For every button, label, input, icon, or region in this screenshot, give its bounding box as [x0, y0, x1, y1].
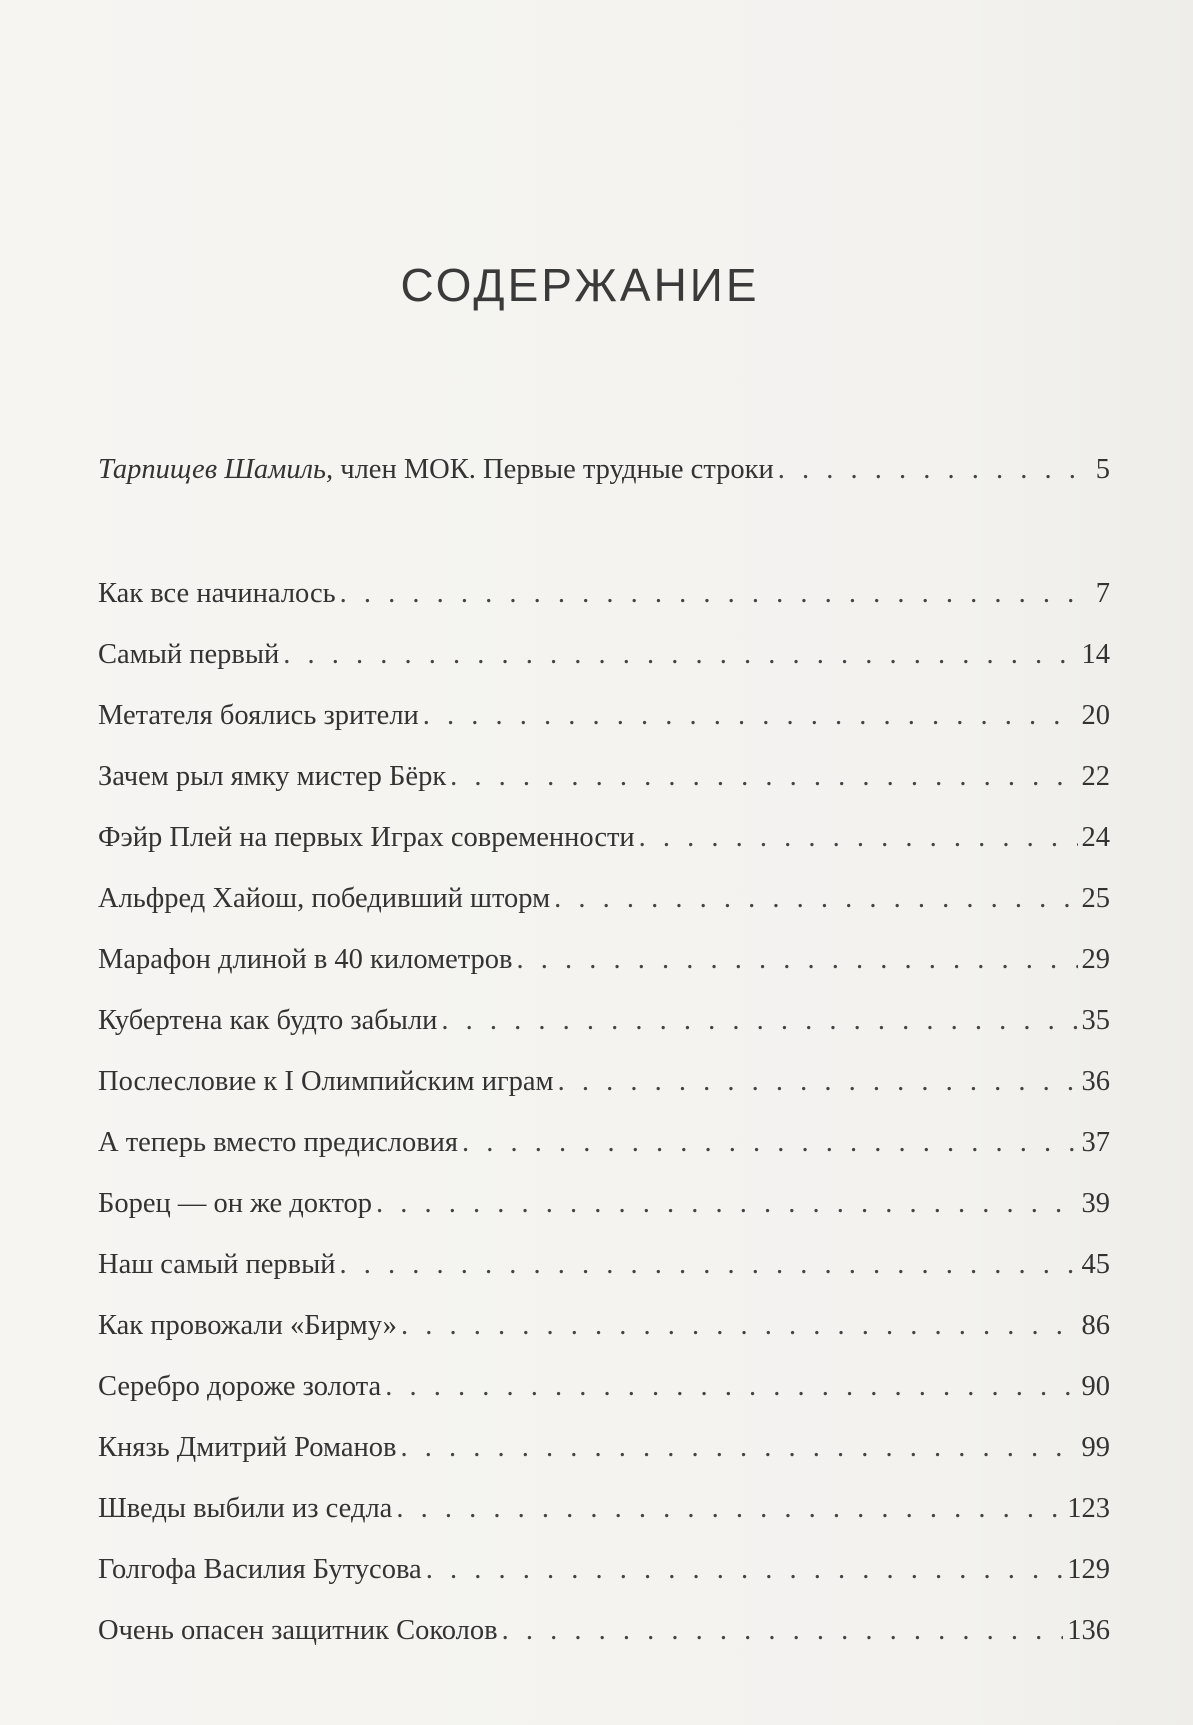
- toc-entry-text: Самый первый: [98, 639, 280, 670]
- toc-leader-dots: [554, 881, 1077, 917]
- toc-entry-text: Наш самый первый: [98, 1249, 336, 1280]
- toc-page-number: 86: [1081, 1310, 1110, 1341]
- toc-entry-row: [98, 1369, 1110, 1405]
- toc-entry-text: Голгофа Василия Бутусова: [98, 1554, 422, 1585]
- toc-foreword-title: член МОК. Первые трудные строки: [333, 454, 774, 485]
- toc-entry-text: Марафон длиной в 40 километров: [98, 944, 513, 975]
- toc-leader-dots: [400, 1430, 1077, 1466]
- toc-entry-text: Очень опасен защитник Соколов: [98, 1615, 498, 1646]
- toc-entry-row: [98, 881, 1110, 917]
- toc-leader-dots: [340, 576, 1092, 612]
- toc-entry-row: [98, 1186, 1110, 1222]
- toc-entry-row: [98, 1125, 1110, 1161]
- toc-leader-dots: [778, 452, 1092, 488]
- toc-page-number: 136: [1067, 1615, 1110, 1646]
- toc-entry-row: [98, 1003, 1110, 1039]
- toc-page-number: 35: [1081, 1005, 1110, 1036]
- toc-page-number: 5: [1095, 454, 1110, 485]
- toc-entry-text: Фэйр Плей на первых Играх современности: [98, 822, 635, 853]
- toc-leader-dots: [450, 759, 1077, 795]
- page-title: СОДЕРЖАНИЕ: [400, 259, 760, 311]
- toc-entry-text: А теперь вместо предисловия: [98, 1127, 459, 1158]
- toc-entry-row: [98, 759, 1110, 795]
- toc-page-number: 7: [1095, 578, 1110, 609]
- toc-entry-text: Зачем рыл ямку мистер Бёрк: [98, 761, 447, 792]
- toc-entry-text: Как все начиналось: [98, 578, 336, 609]
- toc-page-number: 25: [1081, 883, 1110, 914]
- toc-foreword-author: Тарпищев Шамиль,: [98, 454, 334, 485]
- toc-entry-text: Князь Дмитрий Романов: [98, 1432, 397, 1463]
- toc-leader-dots: [423, 698, 1078, 734]
- toc-entry-row: [98, 1247, 1110, 1283]
- toc-leader-dots: [283, 637, 1077, 673]
- toc-page-number: 37: [1081, 1127, 1110, 1158]
- toc-entry-row: [98, 1430, 1110, 1466]
- toc-entry-row: [98, 637, 1110, 673]
- toc-entry-row: [98, 1613, 1110, 1649]
- toc-leader-dots: [401, 1308, 1078, 1344]
- toc-leader-dots: [639, 820, 1078, 856]
- toc-entry-row: [98, 576, 1110, 612]
- toc-leader-dots: [385, 1369, 1077, 1405]
- toc-entry-text: Альфред Хайош, победивший шторм: [98, 883, 551, 914]
- toc-leader-dots: [462, 1125, 1077, 1161]
- toc-entry-row: [98, 1491, 1110, 1527]
- toc-entry-row: [98, 1064, 1110, 1100]
- toc-page-number: 129: [1067, 1554, 1110, 1585]
- toc-leader-dots: [396, 1491, 1063, 1527]
- toc-entry-row: [98, 1552, 1110, 1588]
- toc-page-number: 90: [1081, 1371, 1110, 1402]
- toc-page-number: 39: [1081, 1188, 1110, 1219]
- toc-foreword-row: [98, 452, 1110, 488]
- toc-entry-text: [98, 452, 778, 488]
- toc-entry-text: Шведы выбили из седла: [98, 1493, 393, 1524]
- toc-leader-dots: [426, 1552, 1064, 1588]
- toc-entry-text: Метателя боялись зрители: [98, 700, 419, 731]
- toc-page-number: 14: [1081, 639, 1110, 670]
- toc-page-number: 123: [1067, 1493, 1110, 1524]
- toc-page-number: 24: [1081, 822, 1110, 853]
- toc-entry-row: [98, 820, 1110, 856]
- toc-entry-row: [98, 942, 1110, 978]
- toc-page-number: 29: [1081, 944, 1110, 975]
- toc-page-number: 99: [1081, 1432, 1110, 1463]
- toc-entry-row: [98, 698, 1110, 734]
- toc-leader-dots: [340, 1247, 1078, 1283]
- toc-entry-text: Борец — он же доктор: [98, 1188, 373, 1219]
- toc-entry-text: Послесловие к I Олимпийским играм: [98, 1066, 554, 1097]
- toc-entry-text: Кубертена как будто забыли: [98, 1005, 438, 1036]
- toc-page-number: 45: [1081, 1249, 1110, 1280]
- toc-entry-row: [98, 1308, 1110, 1344]
- toc-leader-dots: [558, 1064, 1078, 1100]
- toc-leader-dots: [376, 1186, 1077, 1222]
- toc-page-number: 22: [1081, 761, 1110, 792]
- toc-entry-text: Серебро дороже золота: [98, 1371, 382, 1402]
- toc-leader-dots: [502, 1613, 1064, 1649]
- toc-leader-dots: [441, 1003, 1077, 1039]
- toc-page-number: 20: [1081, 700, 1110, 731]
- toc-page-number: 36: [1081, 1066, 1110, 1097]
- toc-entry-text: Как провожали «Бирму»: [98, 1310, 397, 1341]
- toc-leader-dots: [517, 942, 1078, 978]
